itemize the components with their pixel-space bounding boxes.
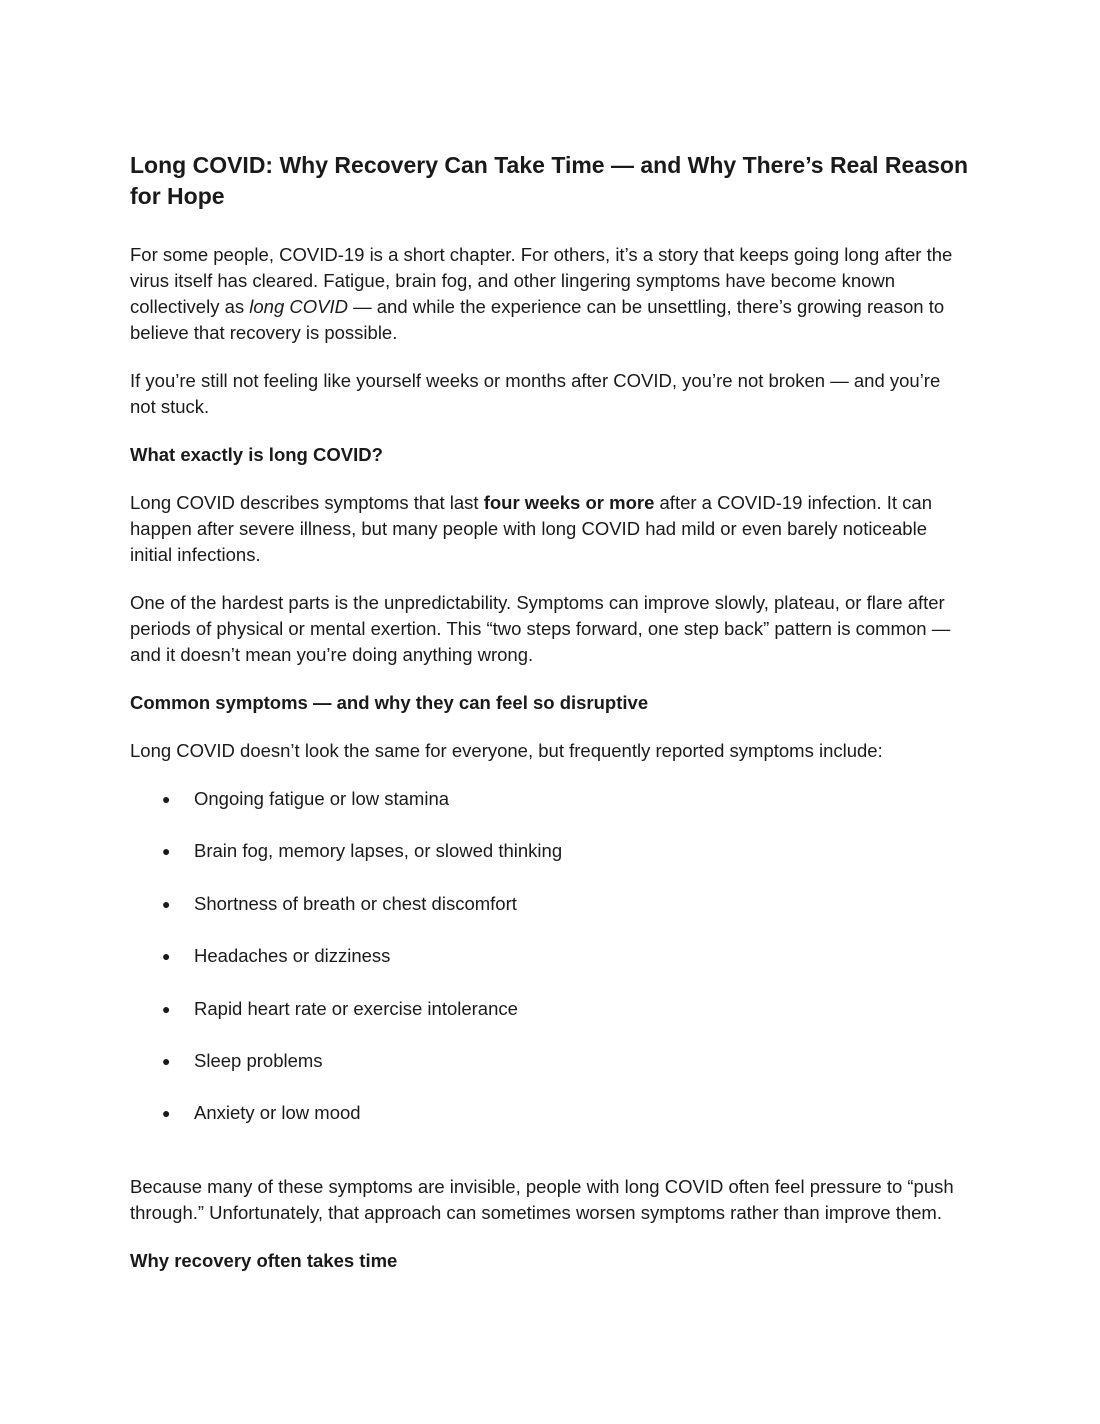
symptom-list <box>130 786 970 1126</box>
bullet-icon: ● <box>162 1105 171 1122</box>
list-item <box>130 943 970 969</box>
list-item-text: Sleep problems <box>194 1049 323 1071</box>
section1-paragraph-1 <box>130 490 970 568</box>
intro-paragraph-1 <box>130 242 970 346</box>
section-heading-symptoms: Common symptoms — and why they can feel so disruptive <box>130 692 649 713</box>
section2-paragraph-1: Long COVID doesn’t look the same for everyone, but frequently reported symptoms include: <box>130 740 883 761</box>
list-item <box>130 838 970 864</box>
document-page <box>130 150 970 1296</box>
list-item-text: Anxiety or low mood <box>194 1102 361 1124</box>
bullet-icon: ● <box>162 895 171 912</box>
list-item <box>130 996 970 1022</box>
list-item-text: Brain fog, memory lapses, or slowed thinking <box>194 840 563 862</box>
section1-paragraph-2: One of the hardest parts is the unpredictability. Symptoms can improve slowly, plateau, or flare after periods of physical or mental exertion. This “two steps forward, one step back” pattern is common — and it doesn’t mean you’re doing anything wrong. <box>130 592 951 665</box>
section1-strong: four weeks or more <box>483 492 655 513</box>
list-item-text: Ongoing fatigue or low stamina <box>194 788 450 809</box>
list-item-text: Shortness of breath or chest discomfort <box>194 892 517 914</box>
bullet-icon: ● <box>162 1052 171 1069</box>
list-item <box>130 786 970 812</box>
list-item <box>130 891 970 917</box>
bullet-icon: ● <box>162 948 171 965</box>
bullet-icon: ● <box>162 791 171 807</box>
bullet-icon: ● <box>162 843 171 860</box>
section-heading-what-is: What exactly is long COVID? <box>130 444 383 465</box>
intro-text-a: For some people, COVID-19 is a short chapter. For others, it’s a story that keeps going long after the virus itself has cleared. Fatigue, brain fog, and other lingering symptoms have become known collectively as <box>130 244 953 317</box>
list-item <box>130 1048 970 1074</box>
list-item-text: Rapid heart rate or exercise intolerance <box>194 997 518 1019</box>
intro-paragraph-2: If you’re still not feeling like yourself weeks or months after COVID, you’re not broken — and you’re not stuck. <box>130 370 941 417</box>
intro-emphasis: long COVID <box>249 296 348 317</box>
section2-paragraph-2: Because many of these symptoms are invisible, people with long COVID often feel pressure to “push through.” Unfortunately, that approach can sometimes worsen symptoms rather than improve them. <box>130 1176 954 1224</box>
section-heading-recovery: Why recovery often takes time <box>130 1250 398 1272</box>
section1-text-b: after a COVID-19 infection. It can happen after severe illness, but many people with long COVID had mild or even barely noticeable initial infections. <box>130 492 933 565</box>
bullet-icon: ● <box>162 1000 171 1017</box>
list-item-text: Headaches or dizziness <box>194 945 391 967</box>
list-item <box>130 1100 970 1126</box>
intro-text-b: — and while the experience can be unsettling, there’s growing reason to believe that recovery is possible. <box>130 296 945 343</box>
section1-text-a: Long COVID describes symptoms that last <box>130 492 484 513</box>
document-title: Long COVID: Why Recovery Can Take Time — and Why There’s Real Reason for Hope <box>130 152 968 209</box>
